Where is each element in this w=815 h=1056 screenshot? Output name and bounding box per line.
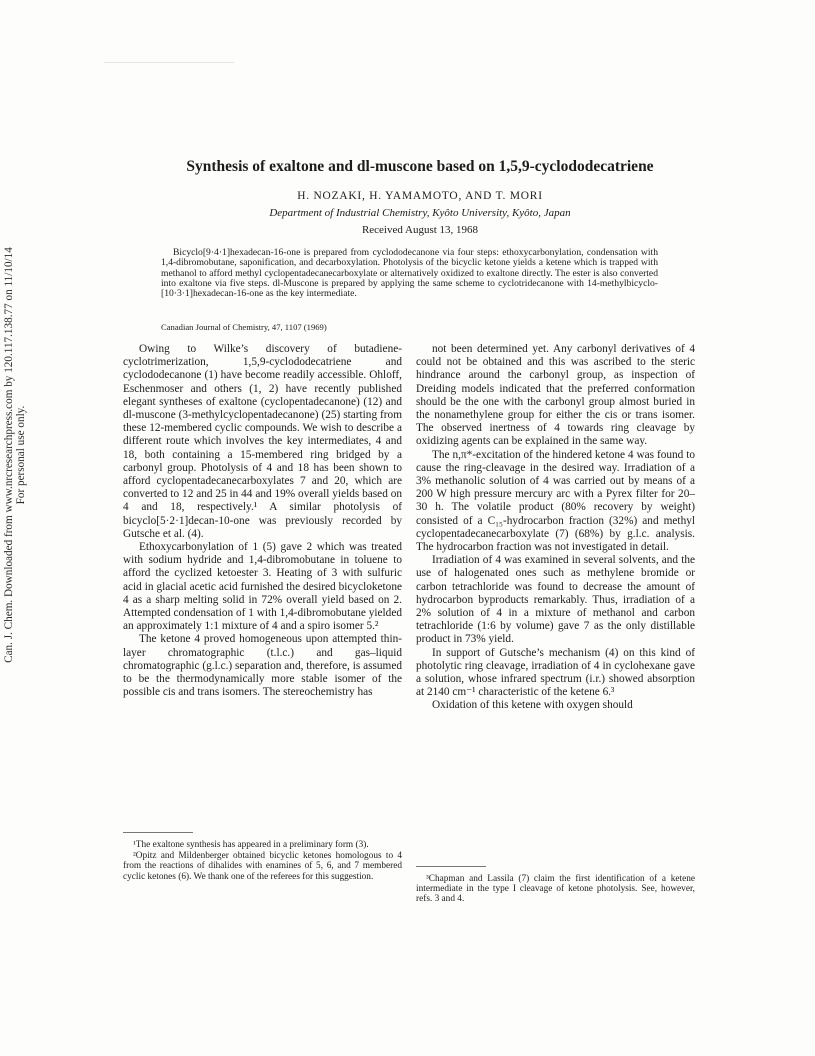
paragraph: not been determined yet. Any carbonyl derivatives of 4 could not be obtained and this was ascribed to the steric hindrance around the carbonyl group, as inspection of Dreiding models indicated that the preferred conformation should be the one with the carbonyl group almost buried in the nonamethylene group for either the cis or trans isomer. The observed inertness of 4 towards ring cleavage by oxidizing agents can be explained in the same way. (416, 343, 695, 448)
paragraph: The n,π*-excitation of the hindered ketone 4 was found to cause the ring-cleavage in the desired way. Irradiation of a 3% methanolic solution of 4 was carried out by means of a 200 W high pressure mercury arc with a Pyrex filter for 20–30 h. The volatile product (80% recovery by weight) consisted of a C₁₅-hydrocarbon fraction (32%) and methyl cyclopentadecanecarboxylate (7) (68%) by g.l.c. analysis. The hydrocarbon fraction was not investigated in detail. (416, 448, 695, 554)
paragraph: Owing to Wilke’s discovery of butadiene-cyclotrimerization, 1,5,9-cyclododecatriene and cyclododecanone (1) have become readily accessible. Ohloff, Eschenmoser and others (1, 2) have recently published elegant syntheses of exaltone (cyclopentadecanone) (12) and dl-muscone (3-methylcyclopentadecanone) (25) starting from these 12-membered cyclic compounds. We wish to describe a different route which involves the key intermediates, 4 and 18, both containing a 15-membered ring bridged by a carbonyl group. Photolysis of 4 and 18 has been shown to afford cyclopentadecanecarboxylates 7 and 20, which are converted to 12 and 25 in 44 and 19% overall yields based on 4 and 18, respectively.¹ A similar photolysis of bicyclo[5·2·1]decan-10-one was previously recorded by Gutsche et al. (4). (123, 343, 402, 540)
footnote-divider (416, 866, 486, 867)
footnote: ³Chapman and Lassila (7) claim the first identification of a ketene intermediate in the type I cleavage of ketone photolysis. See, however, refs. 3 and 4. (416, 874, 695, 905)
paragraph: Oxidation of this ketene with oxygen should (432, 699, 633, 712)
footnote-divider (123, 832, 193, 833)
download-watermark (4, 225, 28, 685)
footnotes-left (123, 840, 402, 883)
affiliation: Department of Industrial Chemistry, Kyôto University, Kyôto, Japan (269, 207, 571, 219)
body-column-right (416, 343, 695, 713)
scan-edge-line (104, 62, 234, 63)
paragraph: In support of Gutsche’s mechanism (4) on this kind of photolytic ring cleavage, irradiation of 4 in cyclohexane gave a solution, whose infrared spectrum (i.r.) showed absorption at 2140 cm⁻¹ characteristic of the ketene 6.³ (416, 646, 695, 699)
paragraph: Irradiation of 4 was examined in several solvents, and the use of halogenated ones such as methylene bromide or carbon tetrachloride was found to decrease the amount of hydrocarbon byproducts remarkably. Thus, irradiation of a 2% solution of 4 in a mixture of methanol and carbon tetrachloride (1:6 by volume) gave 7 as the only distillable product in 73% yield. (416, 554, 695, 646)
abstract: Bicyclo[9·4·1]hexadecan-16-one is prepared from cyclododecanone via four steps: ethoxycarbonylation, condensation with 1,4-dibromobutane, saponification, and decarboxylation. Photolysis of the bicyclic ketone yields a ketene which is trapped with methanol to afford methyl cyclopentadecanecarboxylate or alternatively oxidized to exaltone directly. The ester is also converted into exaltone via five steps. dl-Muscone is prepared by applying the same scheme to cyclotridecanone with 14-methylbicyclo-[10·3·1]hexadecan-16-one as the key intermediate. (161, 247, 658, 300)
download-notice: Can. J. Chem. Downloaded from www.nrcresearchpress.com by 120.117.138.77 on 11/10/14 (3, 247, 15, 663)
paragraph: Ethoxycarbonylation of 1 (5) gave 2 which was treated with sodium hydride and 1,4-dibromobutane in toluene to afford the cyclized ketoester 3. Heating of 3 with sulfuric acid in glacial acetic acid furnished the desired bicycloketone 4 as a sharp melting solid in 72% overall yield based on 2. Attempted condensation of 1 with 1,4-dibromobutane yielded an approximately 1:1 mixture of 4 and a spiro isomer 5.² (123, 541, 402, 633)
journal-citation: Canadian Journal of Chemistry, 47, 1107 (1969) (161, 322, 327, 332)
authors: H. NOZAKI, H. YAMAMOTO, AND T. MORI (297, 190, 543, 202)
body-column-left (123, 343, 402, 699)
footnotes-right (416, 874, 695, 906)
personal-use-notice: For personal use only. (14, 405, 27, 505)
paragraph: The ketone 4 proved homogeneous upon attempted thin-layer chromatographic (t.l.c.) and gas–liquid chromatographic (g.l.c.) separation and, therefore, is assumed to be the thermodynamically more stable isomer of the possible cis and trans isomers. The stereochemistry has (123, 633, 402, 699)
footnote: ²Opitz and Mildenberger obtained bicyclic ketones homologous to 4 from the reactions of dihalides with enamines of 5, 6, and 7 membered cyclic ketones (6). We thank one of the referees for this suggestion. (123, 851, 402, 882)
footnote: ¹The exaltone synthesis has appeared in a preliminary form (3). (133, 840, 369, 850)
received-date: Received August 13, 1968 (361, 224, 479, 236)
paper-title: Synthesis of exaltone and dl-muscone based on 1,5,9-cyclododecatriene (186, 158, 654, 175)
